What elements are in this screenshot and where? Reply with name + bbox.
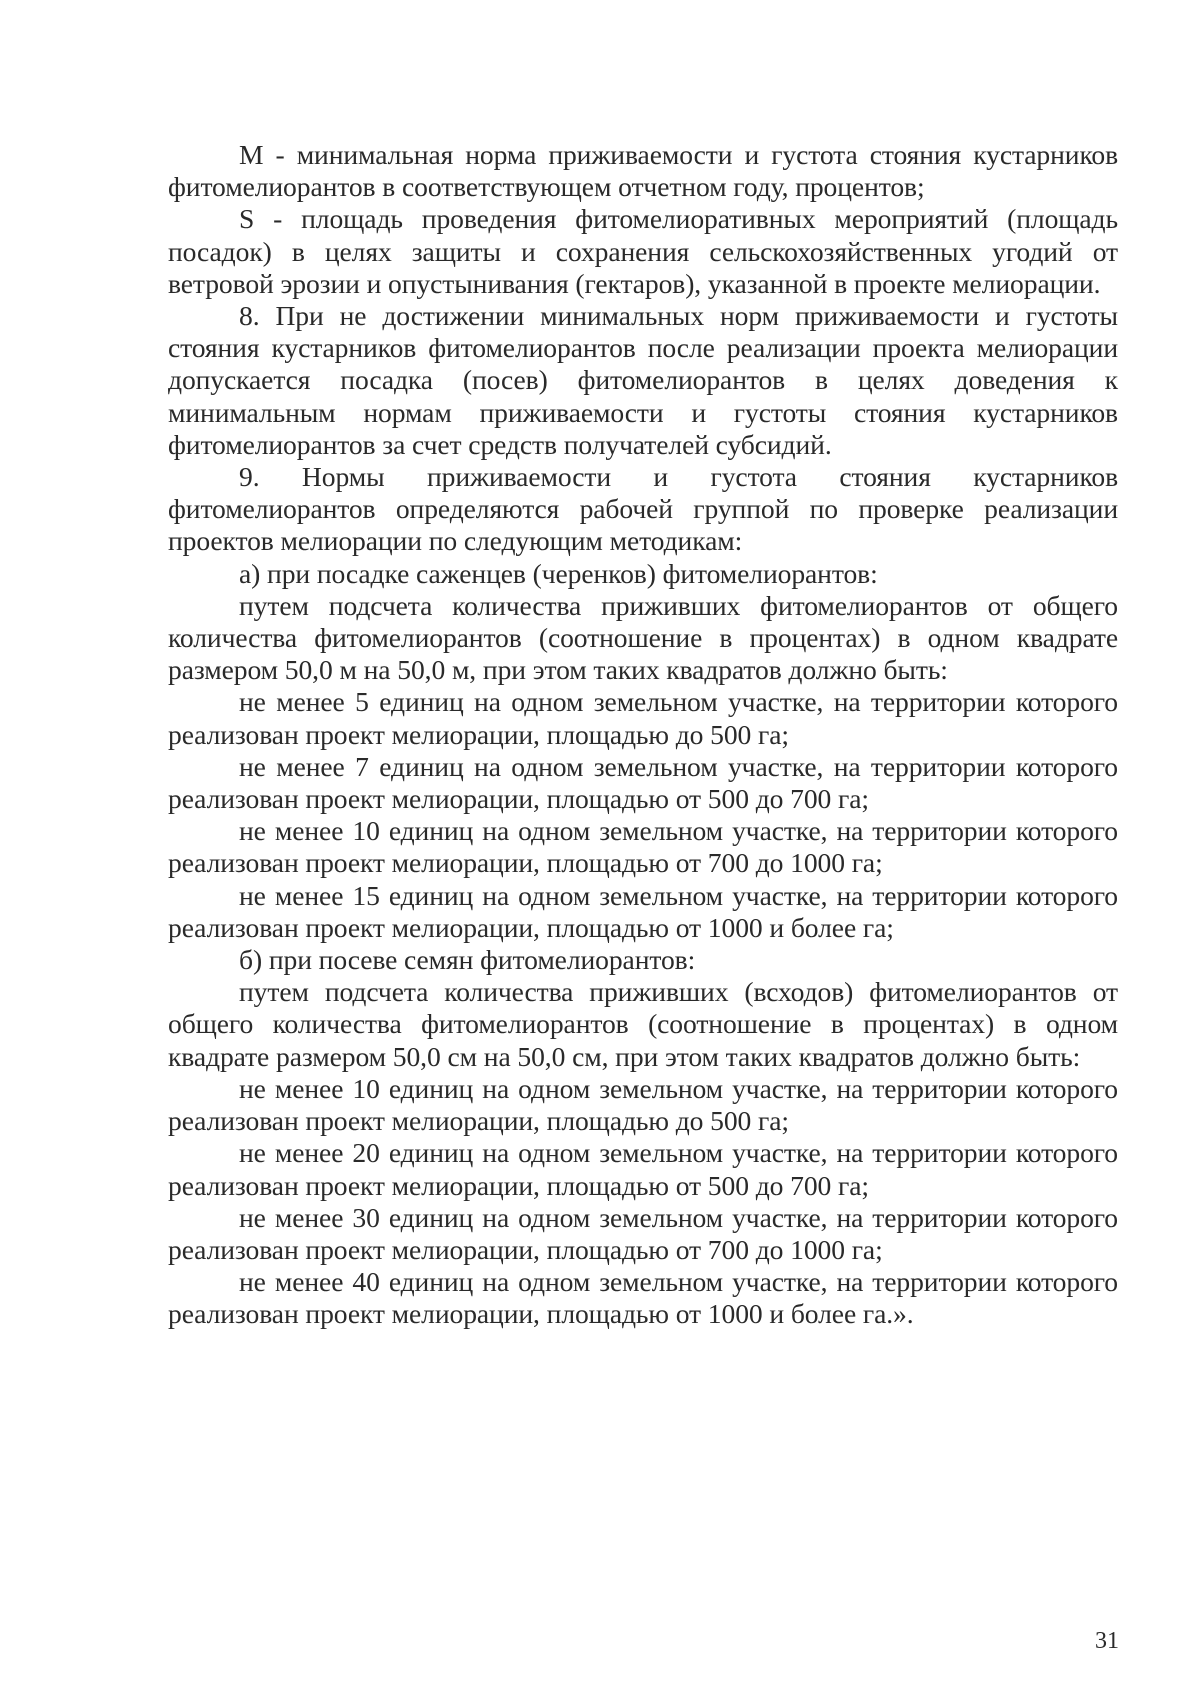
paragraph-method-a: путем подсчета количества приживших фитомелиорантов от общего количества фитомелиорантов (соотношение в процентах) в одном квадрате размером 50,0 м на 50,0 м, при этом таких квадратов должно быть: [168, 589, 1118, 686]
paragraph-b-rule-4: не менее 40 единиц на одном земельном участке, на территории которого реализован проект мелиорации, площадью от 1000 и более га.». [168, 1266, 1118, 1330]
paragraph-subitem-a: а) при посадке саженцев (черенков) фитомелиорантов: [239, 557, 878, 589]
paragraph-m-definition: М - минимальная норма приживаемости и густота стояния кустарников фитомелиорантов в соответствующем отчетном году, процентов; [168, 139, 1118, 203]
paragraph-b-rule-2: не менее 20 единиц на одном земельном участке, на территории которого реализован проект мелиорации, площадью от 500 до 700 га; [168, 1137, 1118, 1201]
paragraph-a-rule-4: не менее 15 единиц на одном земельном участке, на территории которого реализован проект мелиорации, площадью от 1000 и более га; [168, 879, 1118, 943]
document-page [168, 139, 1118, 1331]
paragraph-item-8: 8. При не достижении минимальных норм приживаемости и густоты стояния кустарников фитомелиорантов после реализации проекта мелиорации допускается посадка (посев) фитомелиорантов в целях доведения к минимальным нормам приживаемости и густоты стояния кустарников фитомелиорантов за счет средств получателей субсидий. [168, 300, 1118, 460]
paragraph-subitem-b: б) при посеве семян фитомелиорантов: [239, 944, 696, 976]
paragraph-a-rule-1: не менее 5 единиц на одном земельном участке, на территории которого реализован проект мелиорации, площадью до 500 га; [168, 686, 1118, 750]
paragraph-a-rule-2: не менее 7 единиц на одном земельном участке, на территории которого реализован проект мелиорации, площадью от 500 до 700 га; [168, 750, 1118, 815]
paragraph-item-9: 9. Нормы приживаемости и густота стояния кустарников фитомелиорантов определяются рабочей группой по проверке реализации проектов мелиорации по следующим методикам: [168, 461, 1118, 557]
paragraph-s-definition: S - площадь проведения фитомелиоративных мероприятий (площадь посадок) в целях защиты и сохранения сельскохозяйственных угодий от ветровой эрозии и опустынивания (гектаров), указанной в проекте мелиорации. [168, 203, 1118, 299]
paragraph-b-rule-1: не менее 10 единиц на одном земельном участке, на территории которого реализован проект мелиорации, площадью до 500 га; [168, 1072, 1118, 1137]
paragraph-a-rule-3: не менее 10 единиц на одном земельном участке, на территории которого реализован проект мелиорации, площадью от 700 до 1000 га; [168, 815, 1118, 879]
page-number: 31 [1095, 1628, 1119, 1654]
paragraph-method-b: путем подсчета количества приживших (всходов) фитомелиорантов от общего количества фитомелиорантов (соотношение в процентах) в одном квадрате размером 50,0 см на 50,0 см, при этом таких квадратов должно быть: [168, 976, 1118, 1072]
paragraph-b-rule-3: не менее 30 единиц на одном земельном участке, на территории которого реализован проект мелиорации, площадью от 700 до 1000 га; [168, 1201, 1118, 1265]
